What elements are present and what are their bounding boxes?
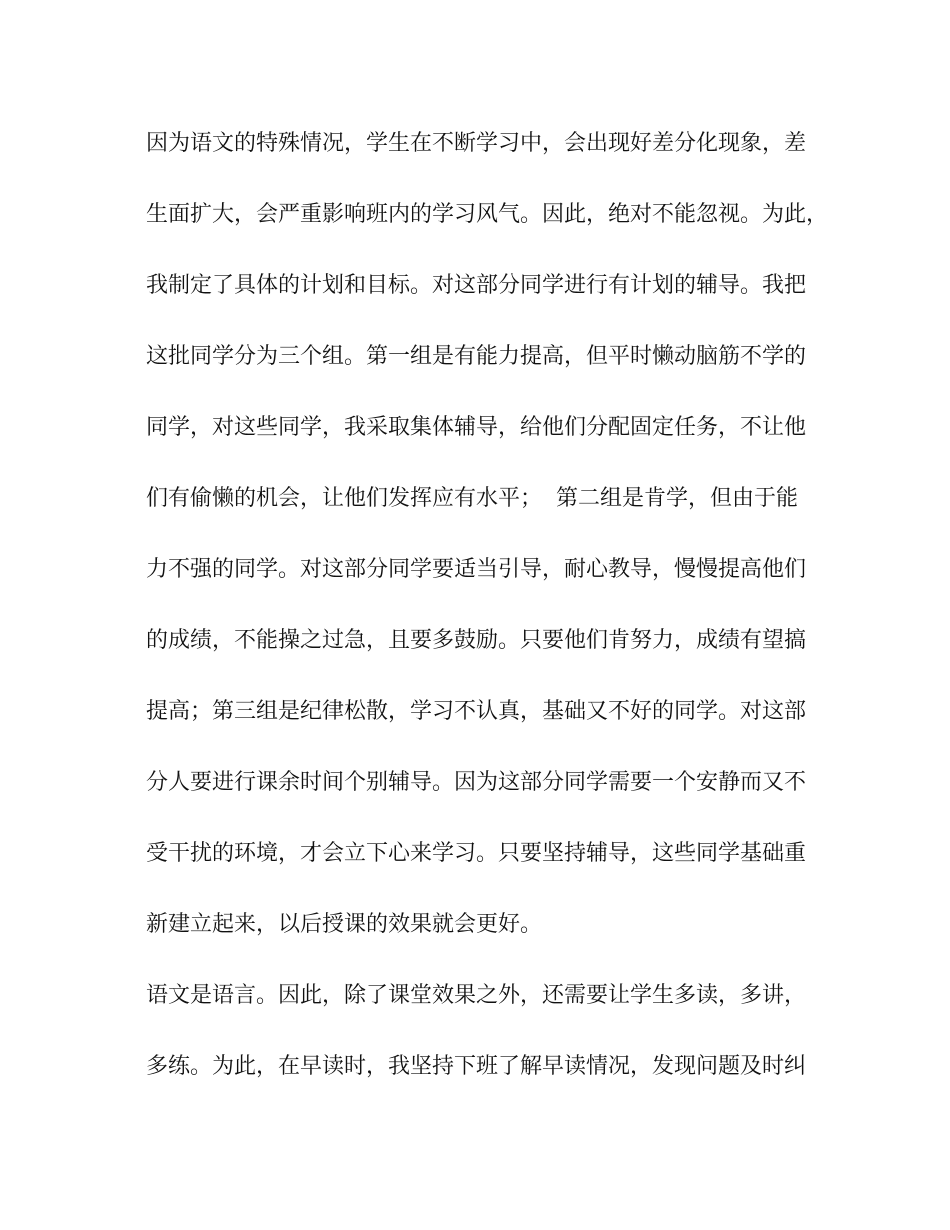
text-line: 我制定了具体的计划和目标。对这部分同学进行有计划的辅导。我把 bbox=[146, 273, 807, 298]
text-line: 这批同学分为三个组。第一组是有能力提高，但平时懒动脑筋不学的 bbox=[146, 344, 807, 369]
text-line: 们有偷懒的机会，让他们发挥应有水平； 第二组是肯学，但由于能 bbox=[146, 486, 798, 511]
text-line: 语文是语言。因此，除了课堂效果之外，还需要让学生多读，多讲， bbox=[146, 983, 807, 1008]
text-line: 的成绩，不能操之过急，且要多鼓励。只要他们肯努力，成绩有望搞 bbox=[146, 628, 807, 653]
text-line: 力不强的同学。对这部分同学要适当引导，耐心教导，慢慢提高他们 bbox=[146, 557, 807, 582]
text-line: 受干扰的环境，才会立下心来学习。只要坚持辅导，这些同学基础重 bbox=[146, 841, 807, 866]
text-line: 因为语文的特殊情况，学生在不断学习中，会出现好差分化现象，差 bbox=[146, 131, 807, 156]
text-line: 提高；第三组是纪律松散，学习不认真，基础又不好的同学。对这部 bbox=[146, 699, 807, 724]
text-line: 同学，对这些同学，我采取集体辅导，给他们分配固定任务，不让他 bbox=[146, 415, 807, 440]
text-line: 生面扩大，会严重影响班内的学习风气。因此，绝对不能忽视。为此， bbox=[146, 202, 829, 227]
text-line: 分人要进行课余时间个别辅导。因为这部分同学需要一个安静而又不 bbox=[146, 770, 807, 795]
text-line: 新建立起来，以后授课的效果就会更好。 bbox=[146, 912, 543, 937]
text-line: 多练。为此，在早读时，我坚持下班了解早读情况，发现问题及时纠 bbox=[146, 1054, 807, 1079]
